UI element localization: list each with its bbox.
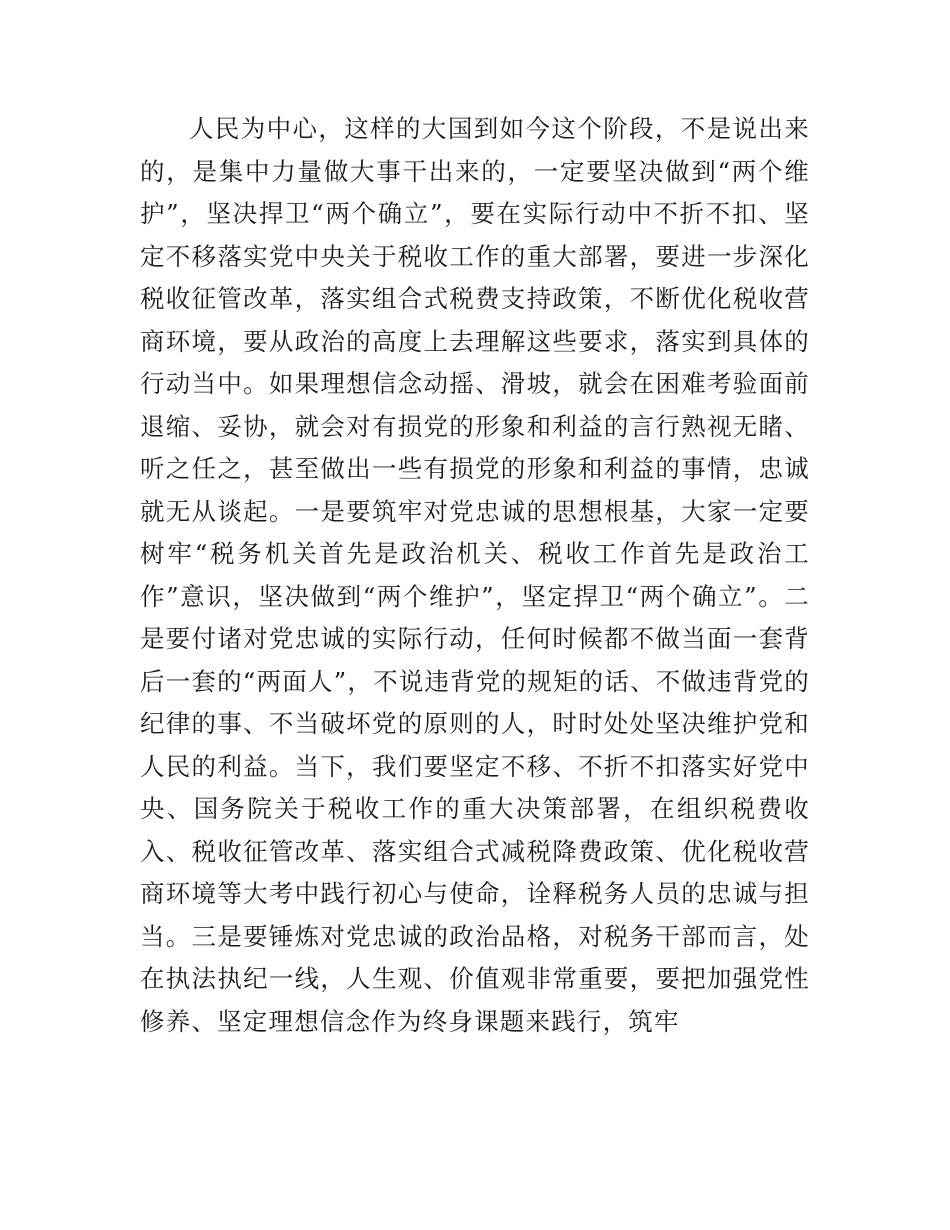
document-body [140, 108, 810, 1043]
body-paragraph: 人民为中心，这样的大国到如今这个阶段，不是说出来的，是集中力量做大事干出来的，一定要坚决做到“两个维护”，坚决捍卫“两个确立”，要在实际行动中不折不扣、坚定不移落实党中央关于税收工作的重大部署，要进一步深化税收征管改革，落实组合式税费支持政策，不断优化税收营商环境，要从政治的高度上去理解这些要求，落实到具体的行动当中。如果理想信念动摇、滑坡，就会在困难考验面前退缩、妥协，就会对有损党的形象和利益的言行熟视无睹、听之任之，甚至做出一些有损党的形象和利益的事情，忠诚就无从谈起。一是要筑牢对党忠诚的思想根基，大家一定要树牢“税务机关首先是政治机关、税收工作首先是政治工作”意识，坚决做到“两个维护”，坚定捍卫“两个确立”。二是要付诸对党忠诚的实际行动，任何时候都不做当面一套背后一套的“两面人”，不说违背党的规矩的话、不做违背党的纪律的事、不当破坏党的原则的人，时时处处坚决维护党和人民的利益。当下，我们要坚定不移、不折不扣落实好党中央、国务院关于税收工作的重大决策部署，在组织税费收入、税收征管改革、落实组合式减税降费政策、优化税收营商环境等大考中践行初心与使命，诠释税务人员的忠诚与担当。三是要锤炼对党忠诚的政治品格，对税务干部而言，处在执法执纪一线，人生观、价值观非常重要，要把加强党性修养、坚定理想信念作为终身课题来践行，筑牢 [140, 114, 810, 1036]
